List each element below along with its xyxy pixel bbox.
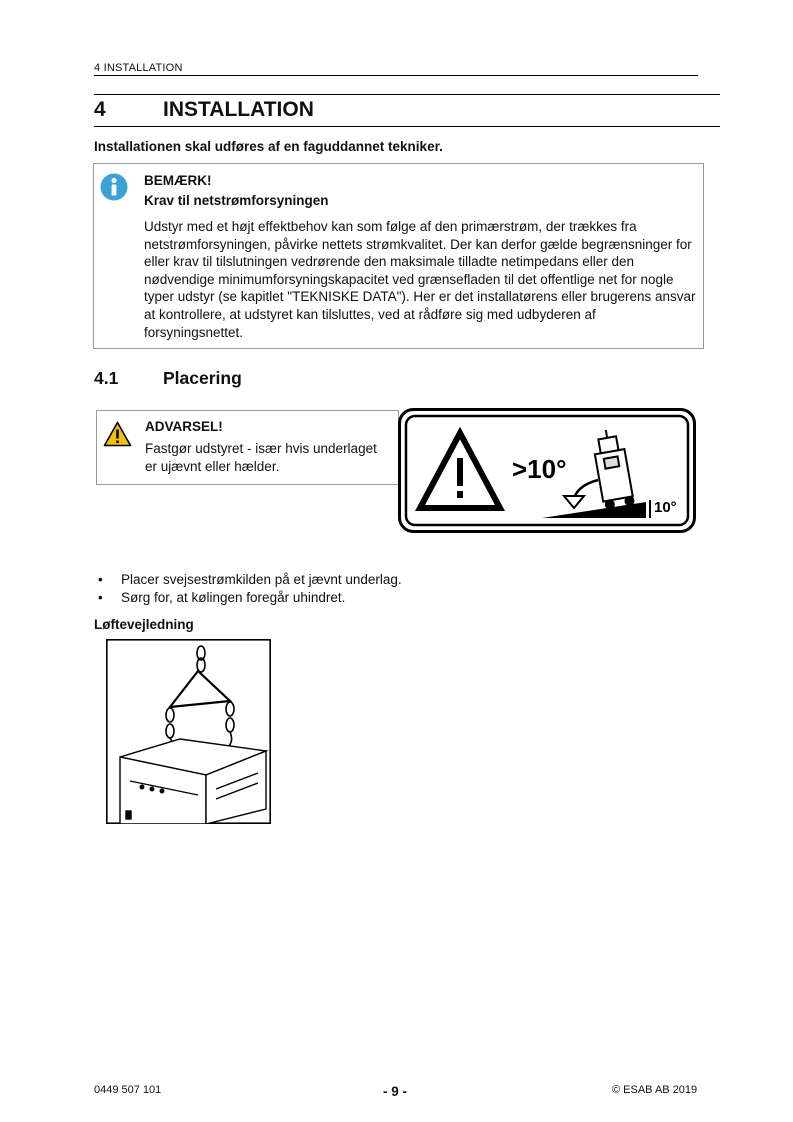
chapter-bottom-rule	[94, 126, 720, 127]
warning-body: Fastgør udstyret - især hvis underlaget er ujævnt eller hælder.	[145, 441, 377, 474]
tilt-angle-label: >10°	[512, 454, 567, 484]
lifting-illustration	[106, 639, 271, 824]
welding-machine-icon	[120, 739, 266, 824]
warning-triangle-icon	[103, 421, 132, 447]
note-title: BEMÆRK!	[144, 173, 212, 188]
list-item: • Sørg for, at kølingen foregår uhindret.	[98, 590, 346, 605]
bullet-text: Placer svejsestrømkilden på et jævnt underlag.	[121, 572, 402, 587]
info-icon	[100, 173, 128, 201]
list-item: • Placer svejsestrømkilden på et jævnt underlag.	[98, 572, 402, 587]
section-title: Placering	[163, 368, 242, 388]
lifting-heading: Løftevejledning	[94, 617, 194, 632]
page-number: - 9 -	[383, 1084, 408, 1099]
note-subtitle: Krav til netstrømforsyningen	[144, 193, 329, 208]
chapter-top-rule	[94, 94, 720, 95]
header-rule	[94, 75, 698, 76]
warning-title: ADVARSEL!	[145, 419, 223, 434]
slope-angle-label: 10°	[654, 499, 677, 516]
chapter-title: INSTALLATION	[163, 98, 314, 121]
running-header: 4 INSTALLATION	[94, 62, 183, 74]
section-number: 4.1	[94, 368, 119, 388]
chapter-intro: Installationen skal udføres af en faguddannet tekniker.	[94, 139, 443, 154]
chapter-number: 4	[94, 98, 106, 121]
tilt-warning-sign	[398, 408, 696, 533]
note-body: Udstyr med et højt effektbehov kan som følge af den primærstrøm, der trækkes fra netstrømforsyningen, påvirke nettets strømkvalitet. Der kan derfor gælde begrænsninger for eller krav til tilslutningen vedrørende den maksimale tilladte netimpedans eller den nødvendige minimumforsyningskapacitet ved grænsefladen til det offentlige net for nogle typer udstyr (se kapitlet "TEKNISKE DATA"). Her er det installatørens eller brugerens ansvar at kontrollere, at udstyret kan tilsluttes, ved at rådføre sig med udbyderen af forsyningsnettet.	[144, 219, 696, 340]
bullet-text: Sørg for, at kølingen foregår uhindret.	[121, 590, 346, 605]
placement-bullet-list	[98, 571, 402, 607]
document-number: 0449 507 101	[94, 1084, 162, 1096]
copyright: © ESAB AB 2019	[612, 1084, 698, 1096]
